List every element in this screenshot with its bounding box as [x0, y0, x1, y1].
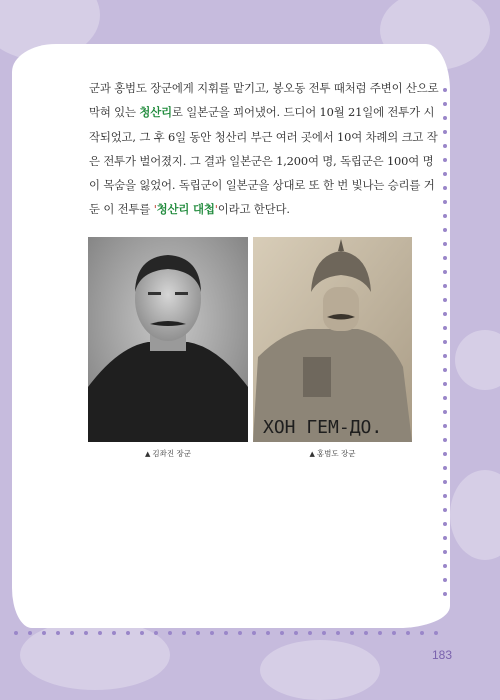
- handwritten-name: ХОН ГЕМ-ДО.: [263, 417, 383, 438]
- body-paragraph: [89, 76, 441, 222]
- quote-mark: ': [153, 202, 157, 217]
- paragraph-text: 군과 홍범도 장군에게 지휘를 맡기고, 봉오동 전투 때처럼 주변이 산으로 막혀 있는: [89, 81, 439, 120]
- highlight-battle-name: 청산리 대첩: [156, 202, 215, 217]
- background-bokeh: [450, 470, 500, 560]
- dotted-border-bottom: [14, 631, 444, 637]
- highlight-place-name: 청산리: [139, 105, 172, 120]
- caption-text: 김좌진 장군: [152, 449, 191, 458]
- triangle-marker-icon: ▲: [145, 450, 151, 458]
- hong-beomdo-photo: [253, 237, 412, 442]
- paragraph-text: 이라고 한단다.: [217, 202, 290, 217]
- page-number: 183: [432, 648, 453, 662]
- background-bokeh: [260, 640, 380, 700]
- photo-caption: [88, 448, 248, 459]
- triangle-marker-icon: ▲: [309, 450, 315, 458]
- background-bokeh: [455, 330, 500, 390]
- quote-mark: ': [214, 202, 218, 217]
- dotted-border-right: [443, 88, 449, 608]
- kim-jwajin-photo: [88, 237, 248, 442]
- caption-text: 홍범도 장군: [316, 449, 356, 458]
- paragraph-text: 로 일본군을 꾀어냈어. 드디어 10월 21일에 전투가 시작되었고, 그 후 6일 동안 청산리 부근 여러 곳에서 10여 차례의 크고 작은 전투가 벌어졌지. 그 결과 일본군은 1,200여 명, 독립군은 100여 명이 목숨을 잃었어. 독립군이 일본군을 상대로 또 한 번 빛나는 승리를 거둔 이 전투를: [89, 105, 438, 217]
- photo-caption: [253, 448, 412, 459]
